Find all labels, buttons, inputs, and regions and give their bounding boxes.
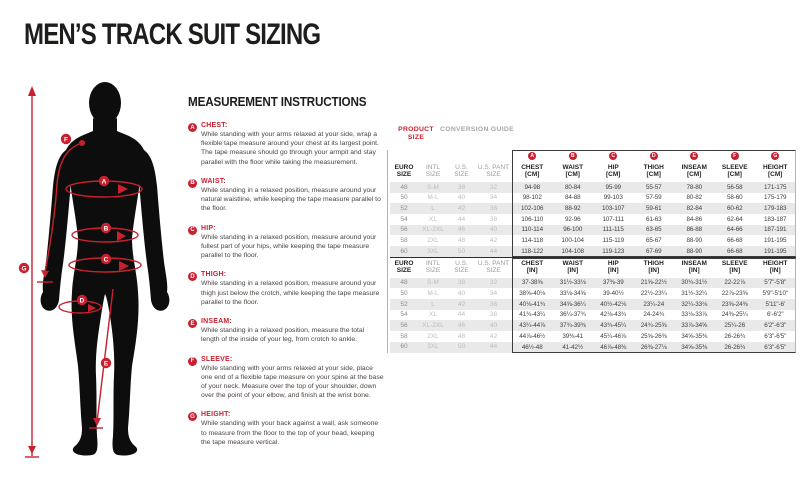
cell: 99-103 bbox=[603, 194, 623, 202]
cell: 52 bbox=[400, 300, 408, 308]
cell: 64-66 bbox=[726, 226, 743, 234]
conversion-guide-label: CONVERSION GUIDE bbox=[440, 126, 514, 133]
cell: 42 bbox=[489, 332, 498, 340]
cell: 84-86 bbox=[686, 215, 703, 223]
instruction-text: While standing in a relaxed position, measure the total length of the inside of your leg, from crotch to ankle. bbox=[201, 327, 365, 344]
instruction-label: SLEEVE: bbox=[201, 355, 233, 363]
cell: 34⅝-36¼ bbox=[559, 300, 586, 308]
column-header-euro-size: EURO SIZE bbox=[394, 259, 414, 275]
cell: 56 bbox=[400, 226, 408, 234]
cell: 44 bbox=[457, 311, 466, 319]
page-title: MEN’S TRACK SUIT SIZING bbox=[24, 18, 321, 51]
instruction-label: CHEST: bbox=[201, 122, 228, 129]
column-header-inseam: INSEAM [IN] bbox=[681, 259, 707, 275]
cell: 26-26¾ bbox=[724, 332, 746, 340]
cell: 84-88 bbox=[564, 194, 581, 202]
cell: 42 bbox=[489, 236, 498, 244]
cell: 6'2"-6'3" bbox=[764, 322, 787, 330]
cell: 50 bbox=[400, 289, 408, 297]
instruction-item-waist bbox=[188, 178, 384, 214]
cell: 44 bbox=[489, 247, 498, 255]
column-header-chest: CHEST [CM] bbox=[521, 164, 544, 179]
cell: 42 bbox=[457, 300, 466, 308]
instruction-label: HEIGHT: bbox=[201, 411, 231, 419]
cell: 37-38⅝ bbox=[521, 279, 543, 287]
cell: 36 bbox=[489, 204, 498, 212]
column-header-u-s-size: U.S. SIZE bbox=[454, 164, 469, 179]
table-top-labels bbox=[390, 126, 796, 150]
instruction-text: While standing in a relaxed position, measure around your fullest part of your hips, while keeping the tape measure parallel to the floor. bbox=[201, 233, 377, 260]
instruction-label: HIP: bbox=[201, 224, 216, 232]
cell: 110-114 bbox=[521, 226, 543, 234]
cell: 25⅝-26⅜ bbox=[640, 332, 667, 340]
cell: 67-69 bbox=[645, 247, 662, 255]
cell: 22-22⅞ bbox=[724, 279, 746, 287]
cell: 78-80 bbox=[686, 183, 703, 191]
instruction-text: While standing with your arms relaxed at your side, place one end of a flexible tape measure on your spine at the base of your neck. Measure over the top of your shoulder, down over the point of your elbow, and finish at the wrist bone. bbox=[201, 364, 384, 400]
instruction-label: INSEAM: bbox=[201, 318, 232, 326]
cell: 61-63 bbox=[645, 215, 662, 223]
column-header-hip: HIP [CM] bbox=[606, 164, 621, 179]
cell: 55-57 bbox=[645, 183, 662, 191]
cell: 107-111 bbox=[602, 215, 624, 223]
cell: 48 bbox=[457, 236, 466, 244]
instruction-body bbox=[201, 318, 384, 344]
cell: 66-68 bbox=[726, 247, 743, 255]
man-silhouette bbox=[41, 82, 170, 456]
column-header-intl-size: INTL SIZE bbox=[425, 164, 441, 179]
size-table-row-58 bbox=[390, 331, 796, 342]
column-header-waist: WAIST [IN] bbox=[562, 259, 584, 275]
cell: 38 bbox=[489, 311, 498, 319]
cell: 57-59 bbox=[645, 194, 662, 202]
instruction-badge: E bbox=[188, 319, 197, 328]
cell: 50 bbox=[400, 194, 408, 202]
cell: 34 bbox=[489, 194, 498, 202]
cell: 102-106 bbox=[521, 205, 544, 213]
cell: 98-102 bbox=[522, 194, 542, 202]
instruction-body bbox=[201, 178, 384, 214]
measurement-letter-row bbox=[390, 150, 796, 162]
cell: 3XL bbox=[427, 343, 439, 351]
cell: L bbox=[431, 204, 435, 212]
table-left-accent-line bbox=[387, 150, 388, 353]
body-silhouette-illustration bbox=[12, 76, 182, 490]
instruction-body bbox=[201, 271, 384, 307]
cell: 44 bbox=[489, 343, 498, 351]
figure-badge-letter: C bbox=[103, 256, 109, 264]
cell: 82-84 bbox=[686, 205, 703, 213]
cell: 58 bbox=[400, 236, 408, 244]
cell: 38 bbox=[457, 279, 466, 287]
size-table-row-48 bbox=[390, 182, 796, 193]
instruction-badge: D bbox=[188, 272, 197, 281]
cell: 41¾-43¼ bbox=[519, 311, 546, 319]
cell: 44 bbox=[457, 215, 466, 223]
cell: 2XL bbox=[427, 236, 439, 244]
instruction-body bbox=[201, 411, 384, 447]
size-table-row-50 bbox=[390, 288, 796, 299]
cell: 48 bbox=[400, 279, 408, 287]
column-letter-badge-c: C bbox=[609, 152, 617, 160]
cell: 54 bbox=[400, 311, 408, 319]
instruction-item-sleeve bbox=[188, 356, 384, 401]
cell: 88-92 bbox=[564, 205, 581, 213]
column-letter-badge-d: D bbox=[650, 152, 658, 160]
cell: 39⅜-41 bbox=[562, 332, 584, 340]
cell: 39-40½ bbox=[602, 290, 624, 298]
size-table-row-56 bbox=[390, 225, 796, 236]
cell: XL bbox=[429, 311, 437, 319]
cell: 115-119 bbox=[602, 237, 624, 245]
size-table-row-56 bbox=[390, 320, 796, 331]
cell: 96-100 bbox=[563, 226, 583, 234]
measurement-instructions-panel bbox=[188, 94, 384, 458]
cell: 60 bbox=[400, 343, 408, 351]
product-size-label: PRODUCT SIZE bbox=[398, 126, 434, 142]
column-letter-badge-b: B bbox=[569, 152, 577, 160]
cell: 24¾-25⅝ bbox=[640, 322, 667, 330]
cell: 36 bbox=[489, 300, 498, 308]
cell: 23⅝-24⅜ bbox=[721, 300, 748, 308]
instruction-body bbox=[201, 122, 384, 167]
size-table-row-60 bbox=[390, 246, 796, 257]
figure-badge-letter: E bbox=[103, 360, 109, 368]
cell: 31½-32¼ bbox=[681, 290, 708, 298]
instruction-item-hip bbox=[188, 225, 384, 261]
instruction-label: WAIST: bbox=[201, 177, 226, 185]
column-letter-badge-f: F bbox=[731, 152, 739, 160]
instruction-text: While standing in a relaxed position, measure around your thigh just below the crotch, while keeping the tape measure parallel to the floor. bbox=[201, 280, 380, 306]
column-header-thigh: THIGH [CM] bbox=[643, 164, 664, 179]
cell: 88-90 bbox=[686, 247, 703, 255]
cell: 45¼-46⅞ bbox=[600, 332, 627, 340]
cell: 48 bbox=[400, 183, 408, 191]
cell: 33⅞-34⅝ bbox=[681, 322, 708, 330]
column-letter-badge-g: G bbox=[773, 153, 778, 159]
cell: 23¼-24 bbox=[643, 300, 665, 308]
cell: 63-65 bbox=[645, 226, 662, 234]
cell: 80-82 bbox=[686, 194, 703, 202]
instruction-badge: G bbox=[188, 412, 197, 421]
instructions-heading: MEASUREMENT INSTRUCTIONS bbox=[188, 94, 367, 109]
column-header-hip: HIP [IN] bbox=[607, 259, 619, 275]
cell: 46½-48 bbox=[521, 343, 543, 351]
cell: 179-183 bbox=[764, 205, 787, 213]
cell: 43¾-45¼ bbox=[600, 322, 627, 330]
cell: 86-88 bbox=[686, 226, 703, 234]
cell: 6'-6'2" bbox=[766, 311, 784, 319]
cell: M-L bbox=[427, 194, 439, 202]
column-header-waist: WAIST [CM] bbox=[562, 164, 584, 179]
cell: 37¾-39⅜ bbox=[559, 322, 586, 330]
cell: 59-61 bbox=[645, 205, 662, 213]
cell: 34⅝-35⅜ bbox=[681, 332, 708, 340]
cell: 42⅛-43¾ bbox=[600, 311, 627, 319]
cell: 40 bbox=[489, 226, 498, 234]
column-header-intl-size: INTL SIZE bbox=[425, 259, 441, 275]
cell: 22⅞-23⅝ bbox=[721, 290, 748, 298]
cell: 104-108 bbox=[561, 247, 584, 255]
cell: 60-62 bbox=[726, 205, 743, 213]
figure-badge-letter: F bbox=[64, 136, 68, 144]
cell: 54 bbox=[400, 215, 408, 223]
instruction-body bbox=[201, 356, 384, 401]
cell: 44⅞-46½ bbox=[519, 332, 546, 340]
instruction-item-thigh bbox=[188, 271, 384, 307]
cell: 58 bbox=[400, 332, 408, 340]
size-table-row-52 bbox=[390, 203, 796, 214]
cell: 171-175 bbox=[764, 183, 787, 191]
cell: L bbox=[431, 300, 435, 308]
cell: 34⅝-35⅜ bbox=[681, 343, 708, 351]
instruction-badge: F bbox=[188, 357, 197, 366]
cell: 30¾-31½ bbox=[681, 279, 708, 287]
cell: 40½-42⅛ bbox=[600, 300, 627, 308]
instructions-list bbox=[188, 122, 384, 447]
cell: 58-60 bbox=[726, 194, 743, 202]
cell: 92-96 bbox=[564, 215, 581, 223]
cell: 118-122 bbox=[521, 247, 544, 255]
cell: 114-118 bbox=[521, 237, 543, 245]
cell: 22½-23¼ bbox=[640, 290, 667, 298]
figure-badge-letter: A bbox=[101, 178, 107, 186]
figure-badge-letter: G bbox=[21, 265, 27, 273]
instruction-text: While standing in a relaxed position, measure around your natural waistline, while keeping the tape measure parallel to the floor. bbox=[201, 186, 381, 213]
cell: 62-64 bbox=[726, 215, 743, 223]
cell: 50 bbox=[457, 343, 466, 351]
cell: S-M bbox=[427, 183, 439, 191]
cell: 41-42½ bbox=[562, 343, 584, 351]
cell: 40⅛-41¾ bbox=[519, 300, 546, 308]
cell: 46⅞-48⅜ bbox=[600, 343, 627, 351]
cell: 37⅜-39 bbox=[602, 279, 624, 287]
cell: 40 bbox=[489, 322, 498, 330]
cell: 52 bbox=[400, 204, 408, 212]
cell: 38 bbox=[457, 183, 466, 191]
cell: 24-24¾ bbox=[643, 311, 665, 319]
column-letter-badge-a: A bbox=[528, 152, 536, 160]
cell: XL-2XL bbox=[422, 226, 444, 234]
cell: 56 bbox=[400, 322, 408, 330]
cell: 24⅜-25¼ bbox=[721, 311, 748, 319]
instruction-body bbox=[201, 225, 384, 261]
cell: 183-187 bbox=[764, 215, 787, 223]
cell: 46 bbox=[457, 322, 466, 330]
cell: 42 bbox=[457, 204, 466, 212]
instruction-text: While standing with your back against a wall, ask someone to measure from the floor to the top of your head, keeping the tape measure vertical. bbox=[201, 420, 379, 446]
cell: 66-68 bbox=[726, 237, 743, 245]
cell: 65-67 bbox=[645, 237, 662, 245]
cell: 46 bbox=[457, 226, 466, 234]
size-table-row-54 bbox=[390, 310, 796, 321]
size-table-in bbox=[390, 257, 796, 353]
cell: XL bbox=[429, 215, 437, 223]
cell: 3XL bbox=[427, 247, 439, 255]
cell: 5'9"-5'10" bbox=[762, 290, 788, 298]
column-header-height: HEIGHT [CM] bbox=[762, 164, 788, 179]
cell: 100-104 bbox=[561, 237, 584, 245]
instruction-badge: A bbox=[188, 123, 197, 132]
cell: 187-191 bbox=[764, 226, 787, 234]
cell: 25¼-26 bbox=[724, 322, 746, 330]
instruction-item-chest bbox=[188, 122, 384, 167]
cell: 36¼-37¾ bbox=[559, 311, 586, 319]
body-measurement-figure bbox=[12, 76, 182, 490]
instruction-item-inseam bbox=[188, 318, 384, 344]
cell: 191-195 bbox=[764, 237, 787, 245]
cell: XL-2XL bbox=[422, 322, 444, 330]
size-table-cm bbox=[390, 150, 796, 257]
table-header-row bbox=[390, 258, 796, 278]
cell: 32¼-33⅛ bbox=[681, 300, 708, 308]
cell: M-L bbox=[427, 289, 439, 297]
cell: 32 bbox=[489, 183, 498, 191]
column-header-u-s-pant-size: U.S. PANT SIZE bbox=[477, 259, 510, 275]
sizing-table bbox=[390, 126, 796, 353]
cell: 21⅝-22½ bbox=[640, 279, 667, 287]
cell: 111-115 bbox=[602, 226, 624, 234]
cell: 48 bbox=[457, 332, 466, 340]
instruction-item-height bbox=[188, 411, 384, 447]
cell: 60 bbox=[400, 247, 408, 255]
cell: 5'11"-6' bbox=[765, 300, 785, 308]
cell: 26⅜-27⅛ bbox=[640, 343, 667, 351]
cell: 103-107 bbox=[602, 205, 625, 213]
column-header-chest: CHEST [IN] bbox=[521, 259, 544, 275]
instruction-badge: C bbox=[188, 226, 197, 235]
cell: 95-99 bbox=[605, 183, 622, 191]
cell: 119-123 bbox=[602, 247, 625, 255]
column-header-u-s-size: U.S. SIZE bbox=[454, 259, 469, 275]
cell: 106-110 bbox=[521, 215, 544, 223]
cell: 56-58 bbox=[726, 183, 743, 191]
cell: 38⅝-40⅛ bbox=[519, 290, 546, 298]
cell: 6'3"-6'5" bbox=[764, 343, 787, 351]
cell: 50 bbox=[457, 247, 466, 255]
instruction-label: THIGH: bbox=[201, 271, 227, 279]
cell: 38 bbox=[489, 215, 498, 223]
size-table-row-52 bbox=[390, 299, 796, 310]
cell: 2XL bbox=[427, 332, 439, 340]
size-table-row-54 bbox=[390, 214, 796, 225]
cell: 40 bbox=[457, 289, 466, 297]
cell: S-M bbox=[427, 279, 439, 287]
size-table-row-48 bbox=[390, 278, 796, 289]
size-table-row-50 bbox=[390, 193, 796, 204]
size-table-row-58 bbox=[390, 235, 796, 246]
cell: 6'3"-6'5" bbox=[764, 332, 787, 340]
cell: 40 bbox=[457, 194, 466, 202]
cell: 31½-33⅛ bbox=[559, 279, 586, 287]
column-header-u-s-pant-size: U.S. PANT SIZE bbox=[477, 164, 510, 179]
column-header-thigh: THIGH [IN] bbox=[643, 259, 664, 275]
cell: 43¼-44⅞ bbox=[519, 322, 546, 330]
cell: 33⅛-33⅞ bbox=[681, 311, 708, 319]
column-header-euro-size: EURO SIZE bbox=[394, 164, 414, 179]
figure-badge-letter: D bbox=[79, 297, 85, 305]
column-header-inseam: INSEAM [CM] bbox=[681, 164, 707, 179]
instruction-badge: B bbox=[188, 179, 197, 188]
cell: 33⅛-34⅝ bbox=[559, 290, 586, 298]
column-header-sleeve: SLEEVE [IN] bbox=[721, 259, 748, 275]
cell: 191-195 bbox=[764, 247, 787, 255]
cell: 88-90 bbox=[686, 237, 703, 245]
cell: 5'7"-5'8" bbox=[764, 279, 787, 287]
cell: 26-26¾ bbox=[724, 343, 746, 351]
cell: 32 bbox=[489, 279, 498, 287]
instruction-text: While standing with your arms relaxed at your side, wrap a flexible tape measure around your chest at its largest point. The tape measure should go through your armpit and stay parallel with the floor while taking the measurement. bbox=[201, 131, 379, 166]
size-table-row-60 bbox=[390, 342, 796, 353]
column-header-sleeve: SLEEVE [CM] bbox=[721, 164, 748, 179]
cell: 94-98 bbox=[524, 183, 541, 191]
cell: 80-84 bbox=[564, 183, 581, 191]
table-header-row bbox=[390, 162, 796, 182]
column-header-height: HEIGHT [IN] bbox=[762, 259, 788, 275]
cell: 34 bbox=[489, 289, 498, 297]
cell: 175-179 bbox=[764, 194, 787, 202]
column-letter-badge-e: E bbox=[690, 152, 698, 160]
figure-badge-letter: B bbox=[103, 225, 109, 233]
